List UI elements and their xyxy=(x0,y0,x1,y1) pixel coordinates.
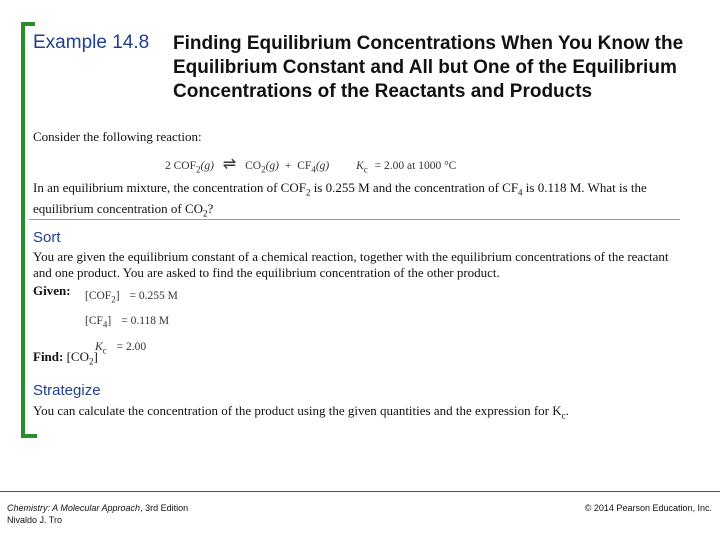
strategize-text: You can calculate the concentration of the product using the given quantities and the expression for $K_c$. xyxy=(33,403,569,421)
kc-symbol: K xyxy=(356,160,364,172)
find-line: Find: $[CO_2]$ xyxy=(33,349,98,367)
product-co2: CO xyxy=(245,160,262,172)
frame-accent-bar xyxy=(21,22,25,438)
example-number: Example 14.8 xyxy=(33,32,150,53)
kc-value: = 2.00 at 1000 °C xyxy=(374,160,457,172)
book-author: Nivaldo J. Tro xyxy=(7,515,63,525)
reaction-equation: 2 $COF_2(g)$ ⇌ $CO_2(g) + CF_4(g) K_c = 2.00$ at 1000 °C xyxy=(165,156,457,175)
given-list xyxy=(85,285,178,361)
consider-text: Consider the following reaction: xyxy=(33,129,202,144)
footer-book: Chemistry: A Molecular Approach, 3rd Edition Nivaldo J. Tro xyxy=(7,503,189,525)
given-label: Given: xyxy=(33,283,71,298)
sort-text: You are given the equilibrium constant of a chemical reaction, together with the equilibrium concentrations of the reactant and one product. You are asked to find the equilibrium concentration of the other product. xyxy=(33,249,669,280)
sort-heading: Sort xyxy=(33,229,61,246)
reactant: 2 COF xyxy=(165,160,196,172)
example-title: Finding Equilibrium Concentrations When You Know the Equilibrium Constant and All but One of the Equilibrium Concentrations of the Reactants and Products xyxy=(173,33,684,102)
section-divider xyxy=(29,219,680,220)
given-cf4: $[CF_4] = 0.118$ M xyxy=(85,315,170,330)
equilibrium-arrow-icon: ⇌ xyxy=(222,156,237,173)
given-kc: $K_c = 2.00$ xyxy=(95,340,147,355)
product-cf4: CF xyxy=(297,160,312,172)
given-cof2: $[COF_2] = 0.255$ M xyxy=(85,290,178,305)
strategize-heading: Strategize xyxy=(33,382,101,399)
book-title: Chemistry: A Molecular Approach xyxy=(7,503,141,513)
question-text: In an equilibrium mixture, the concentration of $COF_2$ is 0.255 M and the concentration of $CF_4$ is 0.118 M. What is the equilibrium concentration of $CO_2$? xyxy=(33,180,647,219)
find-label: Find: xyxy=(33,349,64,364)
find-value: [CO xyxy=(66,349,89,364)
footer-rule xyxy=(0,491,720,492)
footer-copyright: © 2014 Pearson Education, Inc. xyxy=(584,503,712,513)
frame-accent-bottom xyxy=(21,434,37,438)
